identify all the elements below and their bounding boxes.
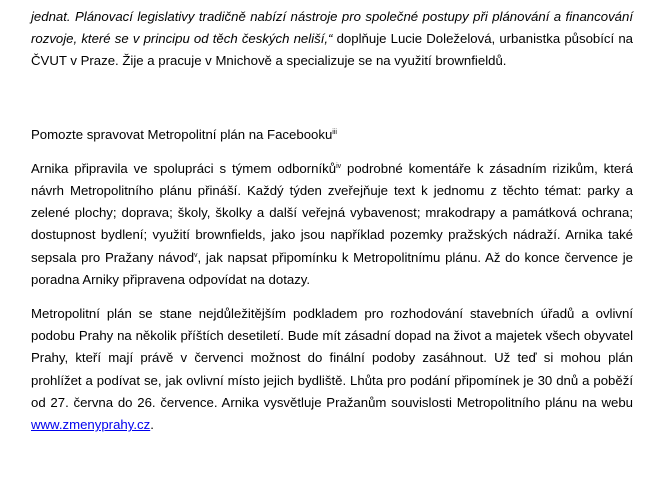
paragraph-arnika bbox=[31, 158, 633, 291]
section-heading bbox=[31, 124, 633, 146]
paragraph-metropolitan-plan bbox=[31, 303, 633, 436]
zmenyprahy-link[interactable]: www.zmenyprahy.cz bbox=[31, 417, 151, 433]
document-page bbox=[31, 6, 633, 436]
paragraph-arnika-part3: , jak napsat připomínku k Metropolitnímu plánu. Až do konce července je poradna Arniky připravena odpovídat na dotazy. bbox=[31, 249, 633, 287]
footnote-marker-v[interactable]: v bbox=[194, 251, 198, 259]
paragraph-metropolitan-plan-text: Metropolitní plán se stane nejdůležitějším podkladem pro rozhodování stavebních úřadů a ovlivní podobu Prahy na několik příštích desetiletí. Bude mít zásadní dopad na život a majetek všech obyvatel Prahy, kteří mají právě v červenci možnost do finální podoby zasáhnout. Už teď si mohou plán prohlížet a podívat se, jak ovlivní místo jejich bydliště. Lhůta pro podání připomínek je 30 dnů a poběží od 27. června do 26. července. Arnika vysvětluje Pražanům souvislosti Metropolitního plánu na webu bbox=[31, 306, 633, 410]
paragraph-arnika-part2: podrobné komentáře k zásadním rizikům, která návrh Metropolitního plánu přináší. Každý týden zveřejňuje text k jednomu z těchto témat: parky a zelené plochy; doprava; školy, školky a další veřejná vybavenost; mrakodrapy a památková ochrana; dostupnost bydlení; využití brownfields, jako jsou například pozemky pražských nádraží. Arnika také sepsala pro Pražany návod bbox=[31, 160, 633, 265]
intro-paragraph bbox=[31, 6, 633, 73]
footnote-marker-iv[interactable]: iv bbox=[336, 162, 342, 170]
paragraph-arnika-part1: Arnika připravila ve spolupráci s týmem odborníků bbox=[31, 160, 337, 176]
paragraph-end-period: . bbox=[150, 417, 154, 433]
intro-attribution: doplňuje Lucie Doleželová, urbanistka působící na ČVUT v Praze. Žije a pracuje v Mnichově a specializuje se na využití brownfieldů. bbox=[31, 31, 633, 69]
intro-quote: jednat. Plánovací legislativy tradičně nabízí nástroje pro společné postupy při plánování a financování rozvoje, které se v principu od těch českých neliší,“ bbox=[31, 9, 633, 47]
footnote-marker-iii[interactable]: iii bbox=[332, 128, 337, 136]
section-heading-text: Pomozte spravovat Metropolitní plán na Facebooku bbox=[31, 126, 333, 142]
